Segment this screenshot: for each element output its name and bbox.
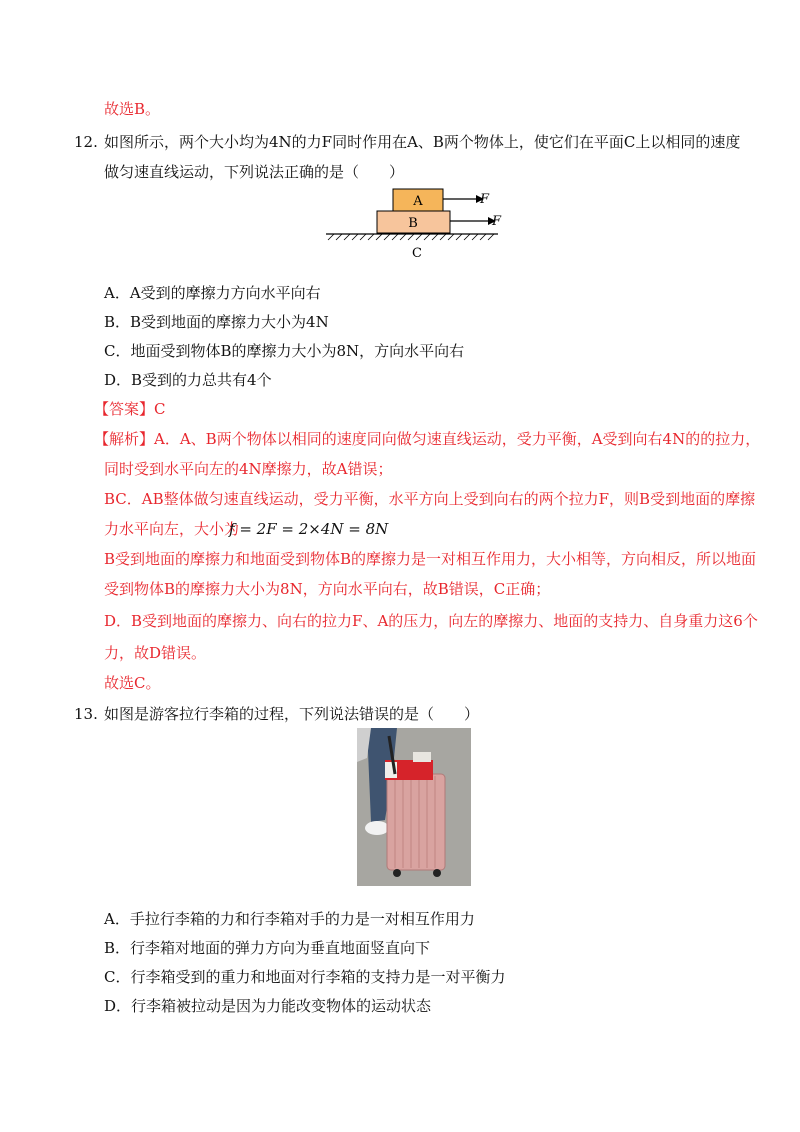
q12-answer: 【答案】C	[94, 400, 166, 418]
q13-option-c: C．行李箱受到的重力和地面对行李箱的支持力是一对平衡力	[104, 968, 506, 986]
q12-force-diagram	[320, 184, 510, 264]
ground-hatching	[328, 234, 494, 240]
q12-equation: f = 2F = 2×4N = 8N	[229, 520, 389, 538]
q13-option-d: D．行李箱被拉动是因为力能改变物体的运动状态	[104, 997, 432, 1015]
q12-analysis-line8: 力，故D错误。	[104, 644, 207, 662]
q12-option-b: B．B受到地面的摩擦力大小为4N	[104, 313, 329, 331]
q12-analysis-line7: D．B受到地面的摩擦力、向右的拉力F、A的压力，向左的摩擦力、地面的支持力、自身重力这6个	[104, 612, 758, 630]
q13-stem: 如图是游客拉行李箱的过程，下列说法错误的是（ ）	[104, 705, 480, 723]
previous-conclusion: 故选B。	[104, 100, 161, 118]
q12-option-c: C．地面受到物体B的摩擦力大小为8N，方向水平向右	[104, 342, 465, 360]
suitcase-photo	[357, 728, 471, 886]
q12-analysis-line5: B受到地面的摩擦力和地面受到物体B的摩擦力是一对相互作用力，大小相等，方向相反，所以地面	[104, 550, 757, 568]
q12-stem-line2: 做匀速直线运动，下列说法正确的是（ ）	[104, 163, 405, 181]
q13-option-b: B．行李箱对地面的弹力方向为垂直地面竖直向下	[104, 939, 431, 957]
force-label-b: F	[492, 214, 502, 229]
q12-analysis-line1: 【解析】A．A、B两个物体以相同的速度同向做匀速直线运动，受力平衡，A受到向右4N的的拉力，	[94, 430, 761, 448]
q13-option-a: A．手拉行李箱的力和行李箱对手的力是一对相互作用力	[104, 910, 475, 928]
label-c: C	[412, 246, 422, 261]
q12-analysis-line2: 同时受到水平向左的4N摩擦力，故A错误；	[104, 460, 393, 478]
q12-option-d: D．B受到的力总共有4个	[104, 371, 272, 389]
q13-number: 13.	[74, 705, 98, 723]
force-label-a: F	[480, 192, 490, 207]
q12-number: 12.	[74, 133, 98, 151]
q12-stem-line1: 如图所示，两个大小均为4N的力F同时作用在A、B两个物体上，使它们在平面C上以相同的速度	[104, 133, 741, 151]
q12-analysis-line3: BC．AB整体做匀速直线运动，受力平衡，水平方向上受到向右的两个拉力F，则B受到地面的摩擦	[104, 490, 756, 508]
label-b: B	[408, 216, 418, 231]
label-a: A	[413, 194, 423, 209]
q12-analysis-line4: 力水平向左，大小为	[104, 520, 240, 538]
q12-conclusion: 故选C。	[104, 674, 161, 692]
q12-analysis-line6: 受到物体B的摩擦力大小为8N，方向水平向右，故B错误，C正确；	[104, 580, 551, 598]
q12-option-a: A．A受到的摩擦力方向水平向右	[104, 284, 321, 302]
